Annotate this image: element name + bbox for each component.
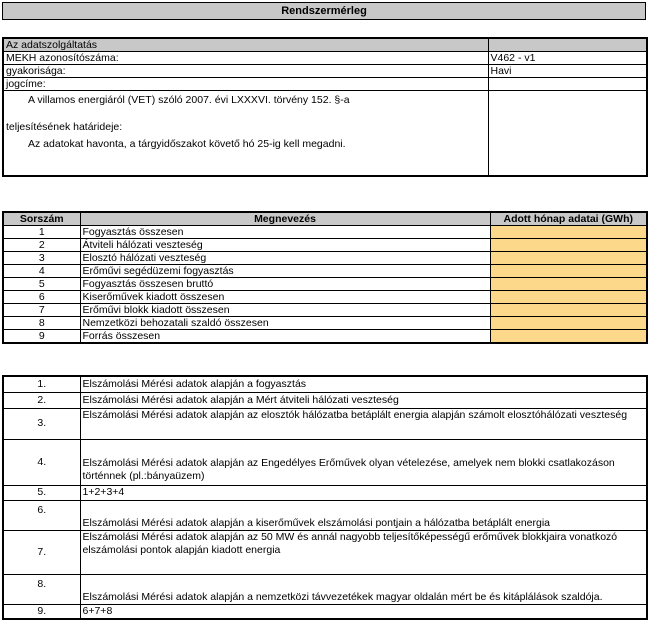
value-input[interactable] xyxy=(490,330,647,344)
info-legal-block xyxy=(3,91,488,177)
note-row xyxy=(3,485,647,500)
row-num: 9 xyxy=(3,330,80,344)
note-num: 1. xyxy=(3,376,80,392)
info-legal-value xyxy=(488,91,647,177)
table-row xyxy=(3,304,647,317)
row-name: Elosztó hálózati veszteség xyxy=(80,252,490,265)
info-value[interactable]: V462 - v1 xyxy=(488,52,647,65)
row-num: 1 xyxy=(3,226,80,239)
note-num: 7. xyxy=(3,530,80,574)
info-table xyxy=(2,37,648,177)
col-name-header: Megnevezés xyxy=(80,212,490,226)
value-input[interactable] xyxy=(490,239,647,252)
row-num: 3 xyxy=(3,252,80,265)
note-text: Elszámolási Mérési adatok alapján az Engedélyes Erőművek olyan vételezése, amelyek nem blokki csatlakozáson történnek (pl.:bányaüzem) xyxy=(80,439,647,485)
row-name: Fogyasztás összesen xyxy=(80,226,490,239)
row-num: 7 xyxy=(3,304,80,317)
note-text: Elszámolási Mérési adatok alapján az elosztók hálózatba betáplált energia alapján számolt elosztóhálózati veszteség xyxy=(80,408,647,439)
value-input[interactable] xyxy=(490,278,647,291)
table-row xyxy=(3,265,647,278)
value-input[interactable] xyxy=(490,226,647,239)
info-value[interactable]: Havi xyxy=(488,65,647,78)
row-name: Fogyasztás összesen bruttó xyxy=(80,278,490,291)
value-input[interactable] xyxy=(490,317,647,330)
notes-table xyxy=(2,375,648,620)
page-title: Rendszermérleg xyxy=(2,2,646,20)
table-row xyxy=(3,330,647,344)
note-row xyxy=(3,530,647,574)
note-row xyxy=(3,392,647,408)
table-row xyxy=(3,317,647,330)
note-num: 4. xyxy=(3,439,80,485)
note-text: Elszámolási Mérési adatok alapján a nemzetközi távvezetékek magyar oldalán mért be és kitáplálások szaldója. xyxy=(80,574,647,604)
row-num: 6 xyxy=(3,291,80,304)
note-num: 8. xyxy=(3,574,80,604)
row-name: Nemzetközi behozatali szaldó összesen xyxy=(80,317,490,330)
note-row xyxy=(3,574,647,604)
row-num: 5 xyxy=(3,278,80,291)
note-num: 3. xyxy=(3,408,80,439)
table-row xyxy=(3,291,647,304)
deadline-text: Az adatokat havonta, a tárgyidőszakot követő hó 25-ig kell megadni. xyxy=(28,138,346,150)
row-name: Átviteli hálózati veszteség xyxy=(80,239,490,252)
row-num: 2 xyxy=(3,239,80,252)
info-label: jogcíme: xyxy=(3,78,488,91)
value-input[interactable] xyxy=(490,304,647,317)
note-num: 9. xyxy=(3,604,80,619)
value-input[interactable] xyxy=(490,291,647,304)
table-row xyxy=(3,278,647,291)
legal-text: A villamos energiáról (VET) szóló 2007. évi LXXXVI. törvény 152. §-a xyxy=(28,94,350,106)
table-row xyxy=(3,226,647,239)
table-row xyxy=(3,252,647,265)
row-name: Kiserőművek kiadott összesen xyxy=(80,291,490,304)
note-text: 1+2+3+4 xyxy=(80,485,647,500)
deadline-label: teljesítésének határideje: xyxy=(6,121,123,133)
note-text: Elszámolási Mérési adatok alapján a kiserőművek elszámolási pontjain a hálózatba betáplált energia xyxy=(80,500,647,530)
info-header-cell xyxy=(488,38,647,52)
note-row xyxy=(3,376,647,392)
info-header: Az adatszolgáltatás xyxy=(3,38,488,52)
note-text: 6+7+8 xyxy=(80,604,647,619)
note-row xyxy=(3,439,647,485)
note-num: 5. xyxy=(3,485,80,500)
table-row xyxy=(3,239,647,252)
row-name: Forrás összesen xyxy=(80,330,490,344)
value-input[interactable] xyxy=(490,252,647,265)
info-value[interactable] xyxy=(488,78,647,91)
note-text: Elszámolási Mérési adatok alapján a Mért átviteli hálózati veszteség xyxy=(80,392,647,408)
row-num: 4 xyxy=(3,265,80,278)
row-name: Erőművi segédüzemi fogyasztás xyxy=(80,265,490,278)
note-num: 6. xyxy=(3,500,80,530)
info-label: gyakorisága: xyxy=(3,65,488,78)
data-table xyxy=(2,211,648,344)
row-num: 8 xyxy=(3,317,80,330)
note-row xyxy=(3,408,647,439)
col-value-header: Adott hónap adatai (GWh) xyxy=(490,212,647,226)
row-name: Erőművi blokk kiadott összesen xyxy=(80,304,490,317)
col-num-header: Sorszám xyxy=(3,212,80,226)
value-input[interactable] xyxy=(490,265,647,278)
note-num: 2. xyxy=(3,392,80,408)
note-text: Elszámolási Mérési adatok alapján a fogyasztás xyxy=(80,376,647,392)
note-text: Elszámolási Mérési adatok alapján az 50 MW és annál nagyobb teljesítőképességű erőművek blokkjaira vonatkozó elszámolási pontok alapján kiadott energia xyxy=(80,530,647,574)
info-label: MEKH azonosítószáma: xyxy=(3,52,488,65)
note-row xyxy=(3,500,647,530)
